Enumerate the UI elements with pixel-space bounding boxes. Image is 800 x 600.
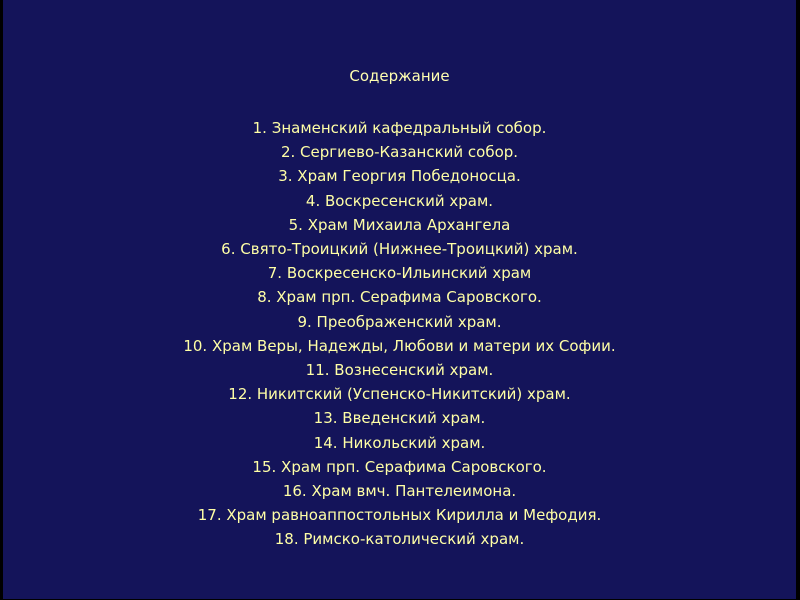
- toc-item-5: 5. Храм Михаила Архангела: [288, 215, 511, 234]
- toc-item-11: 11. Вознесенский храм.: [305, 361, 494, 380]
- toc-item-3: 3. Храм Георгия Победоносца.: [278, 167, 521, 186]
- toc-item-4: 4. Воскресенский храм.: [305, 191, 494, 210]
- toc-item-2: 2. Сергиево-Казанский собор.: [280, 143, 519, 162]
- toc-item-13: 13. Введенский храм.: [313, 409, 486, 428]
- toc-item-10: 10. Храм Веры, Надежды, Любови и матери их Софии.: [183, 336, 616, 355]
- toc-item-16: 16. Храм вмч. Пантелеимона.: [282, 482, 517, 501]
- toc-item-17: 17. Храм равноаппостольных Кирилла и Мефодия.: [197, 506, 602, 525]
- toc-item-18: 18. Римско-католический храм.: [274, 530, 525, 549]
- toc-item-7: 7. Воскресенско-Ильинский храм: [267, 264, 532, 283]
- toc-item-15: 15. Храм прп. Серафима Саровского.: [252, 457, 547, 476]
- toc-item-12: 12. Никитский (Успенско-Никитский) храм.: [228, 385, 571, 404]
- table-of-contents: [3, 116, 796, 552]
- toc-item-8: 8. Храм прп. Серафима Саровского.: [257, 288, 542, 307]
- toc-item-9: 9. Преображенский храм.: [297, 312, 502, 331]
- toc-item-6: 6. Свято-Троицкий (Нижнее-Троицкий) храм.: [221, 240, 578, 259]
- toc-item-14: 14. Никольский храм.: [313, 433, 486, 452]
- toc-item-1: 1. Знаменский кафедральный собор.: [252, 119, 547, 137]
- slide-title: Содержание: [349, 67, 450, 85]
